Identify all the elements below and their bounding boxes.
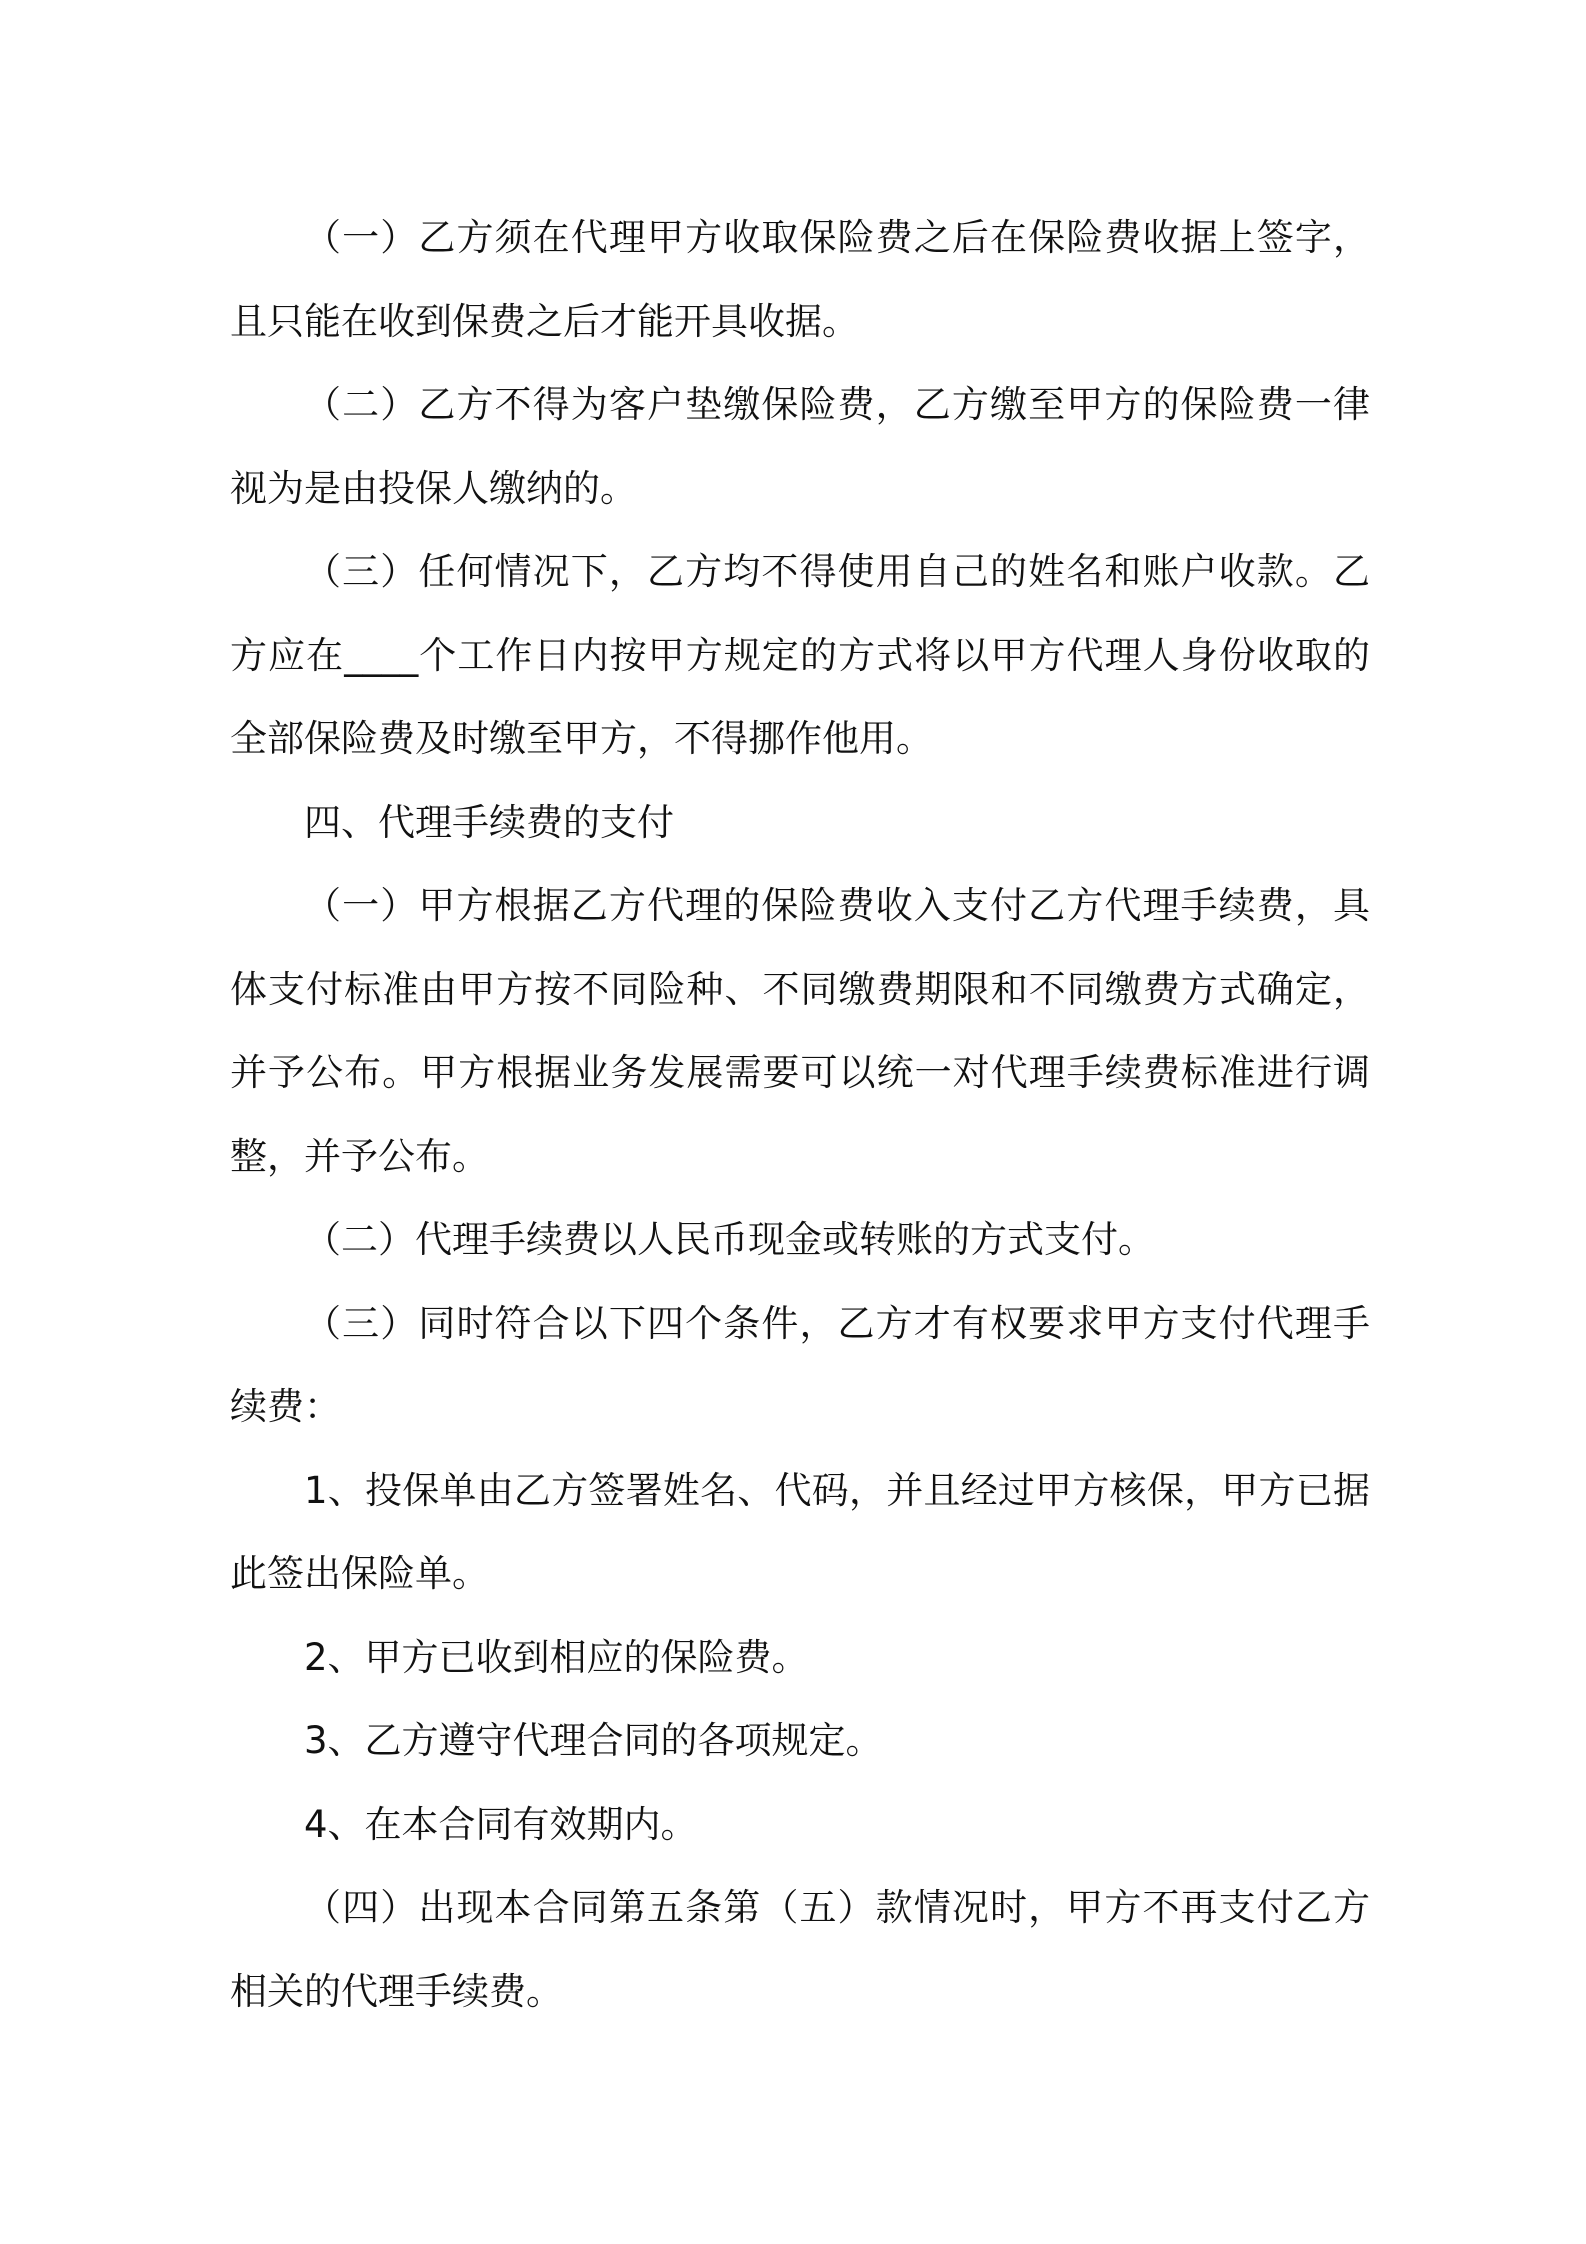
paragraph-12: （四）出现本合同第五条第（五）款情况时，甲方不再支付乙方相关的代理手续费。 [230, 1886, 1370, 2013]
list-item-4: 4、在本合同有效期内。 [304, 1802, 698, 1846]
paragraph-5: （一）甲方根据乙方代理的保险费收入支付乙方代理手续费，具体支付标准由甲方按不同险种、不同缴费期限和不同缴费方式确定，并予公布。甲方根据业务发展需要可以统一对代理手续费标准进行调整，并予公布。 [230, 884, 1370, 1178]
document-body [230, 196, 1370, 2033]
paragraph-7: （三）同时符合以下四个条件，乙方才有权要求甲方支付代理手续费： [230, 1301, 1370, 1428]
paragraph-2: （二）乙方不得为客户垫缴保险费，乙方缴至甲方的保险费一律视为是由投保人缴纳的。 [230, 383, 1370, 510]
list-item-3: 3、乙方遵守代理合同的各项规定。 [304, 1719, 883, 1762]
section-heading: 四、代理手续费的支付 [304, 800, 674, 844]
list-item-2: 2、甲方已收到相应的保险费。 [304, 1635, 809, 1679]
paragraph-6: （二）代理手续费以人民币现金或转账的方式支付。 [304, 1218, 1155, 1261]
paragraph-3: （三）任何情况下，乙方均不得使用自己的姓名和账户收款。乙方应在____个工作日内按甲方规定的方式将以甲方代理人身份收取的全部保险费及时缴至甲方，不得挪作他用。 [230, 550, 1370, 760]
list-item-1: 1、投保单由乙方签署姓名、代码，并且经过甲方核保，甲方已据此签出保险单。 [230, 1468, 1370, 1595]
paragraph-1: （一）乙方须在代理甲方收取保险费之后在保险费收据上签字，且只能在收到保费之后才能开具收据。 [230, 216, 1370, 343]
